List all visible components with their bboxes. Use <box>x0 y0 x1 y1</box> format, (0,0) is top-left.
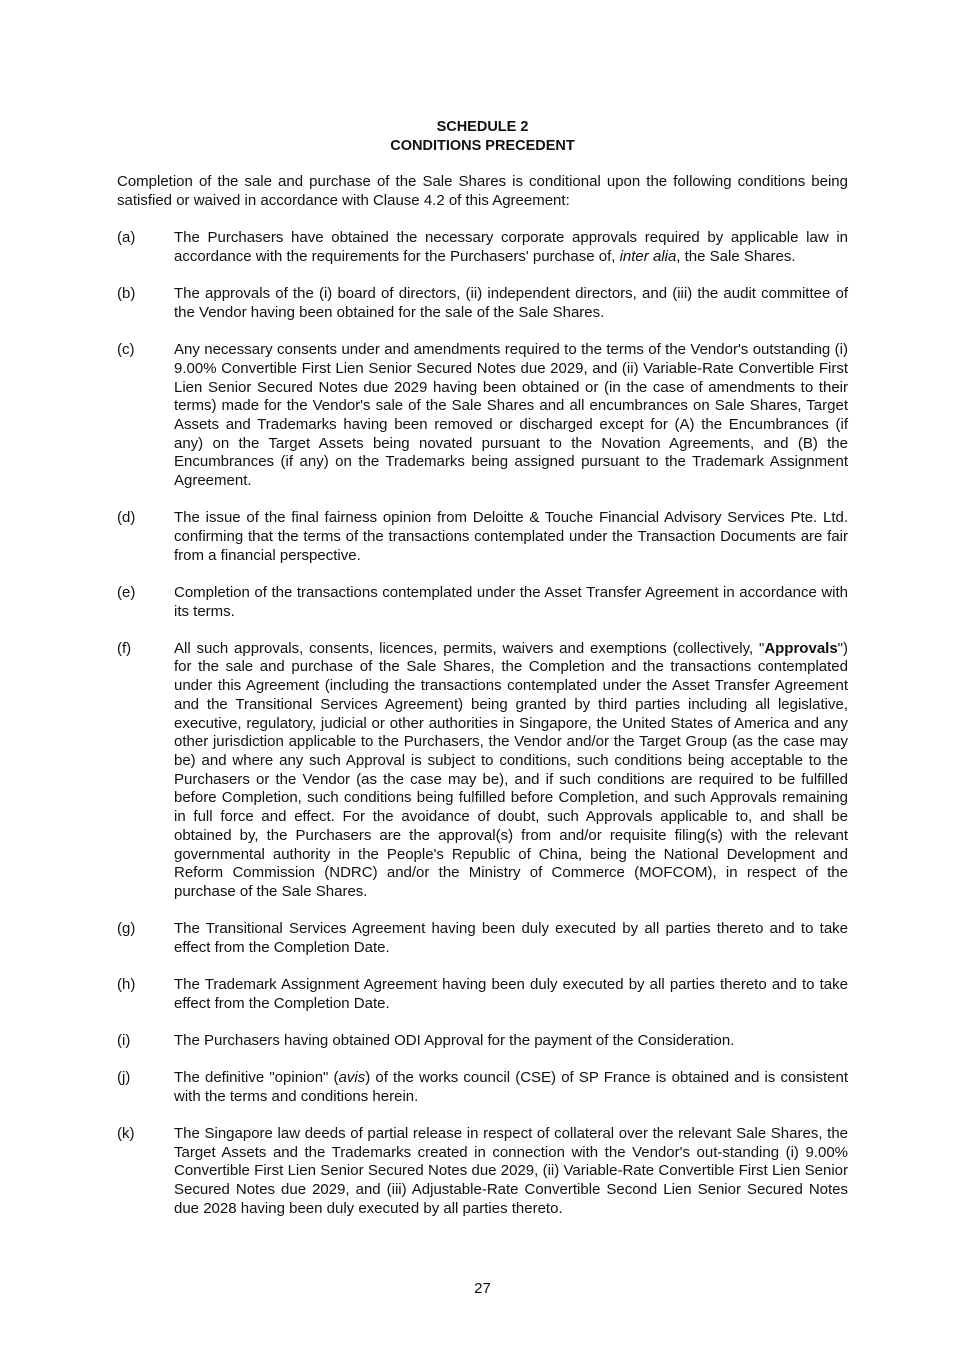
condition-text: The Singapore law deeds of partial release in respect of collateral over the relevant Sale Shares, the Target Assets and the Trademarks created in connection with the Vendor's out-standing (i) 9.00% Convertible First Lien Senior Secured Notes due 2029, (ii) Variable-Rate Convertible First Lien Senior Secured Notes due 2029, and (iii) Adjustable-Rate Convertible Second Lien Senior Secured Notes due 2028 having been duly executed by all parties thereto. <box>174 1125 848 1217</box>
document-page <box>117 118 848 1219</box>
condition-text: Any necessary consents under and amendments required to the terms of the Vendor's outstanding (i) 9.00% Convertible First Lien Senior Secured Notes due 2029, and (ii) Variable-Rate Convertible First Lien Senior Secured Notes due 2029 having been obtained or (in the case of amendments to their terms) made for the Vendor's sale of the Sale Shares and all encumbrances on Sale Shares, Target Assets and Trademarks having been removed or discharged except for (A) the Encumbrances (if any) on the Target Assets being novated pursuant to the Novation Agreements, and (B) the Encumbrances (if any) on the Trademarks being assigned pursuant to the Trademark Assignment Agreement. <box>174 341 848 490</box>
condition-label: (g) <box>117 920 136 938</box>
condition-c <box>117 341 848 491</box>
page-number: 27 <box>474 1280 491 1297</box>
schedule-title: CONDITIONS PRECEDENT <box>390 137 575 154</box>
condition-text: Completion of the transactions contemplated under the Asset Transfer Agreement in accordance with its terms. <box>174 583 848 620</box>
condition-label: (a) <box>117 229 136 247</box>
condition-e <box>117 584 848 621</box>
condition-label: (k) <box>117 1125 135 1143</box>
condition-text: The issue of the final fairness opinion from Deloitte & Touche Financial Advisory Services Pte. Ltd. confirming that the terms of the transactions contemplated under the Transaction Documents are fair from a financial perspective. <box>174 509 848 564</box>
condition-text-part: All such approvals, consents, licences, permits, waivers and exemptions (collectively, " <box>174 639 765 657</box>
condition-label: (e) <box>117 583 136 601</box>
condition-d <box>117 509 848 565</box>
condition-text <box>174 229 848 266</box>
condition-label: (f) <box>117 639 132 657</box>
condition-text-part: , the Sale Shares. <box>676 248 796 266</box>
condition-g <box>117 920 848 957</box>
defined-term: Approvals <box>764 639 838 657</box>
condition-text: The approvals of the (i) board of directors, (ii) independent directors, and (iii) the audit committee of the Vendor having been obtained for the sale of the Sale Shares. <box>174 285 848 321</box>
condition-text-part: The Purchasers have obtained the necessary corporate approvals required by applicable law in accordance with the requirements for the Purchasers' purchase of, <box>174 229 848 266</box>
condition-text-part: The definitive "opinion" ( <box>174 1069 339 1087</box>
condition-text: The Trademark Assignment Agreement having been duly executed by all parties thereto and to take effect from the Completion Date. <box>174 976 848 1012</box>
condition-label: (j) <box>117 1069 131 1087</box>
condition-label: (d) <box>117 509 136 527</box>
condition-k <box>117 1125 848 1219</box>
condition-text: The Purchasers having obtained ODI Approval for the payment of the Consideration. <box>174 1031 735 1049</box>
schedule-heading: SCHEDULE 2 <box>436 119 529 135</box>
condition-h <box>117 976 848 1013</box>
condition-text-part: ) of the works council (CSE) of SP France is obtained and is consistent with the terms and conditions herein. <box>174 1069 848 1105</box>
condition-a <box>117 229 848 266</box>
condition-label: (b) <box>117 285 136 303</box>
condition-italic-term: avis <box>338 1069 366 1087</box>
condition-text <box>174 1069 848 1106</box>
intro-paragraph: Completion of the sale and purchase of the Sale Shares is conditional upon the following conditions being satisfied or waived in accordance with Clause 4.2 of this Agreement: <box>117 173 848 210</box>
condition-j <box>117 1069 848 1106</box>
condition-label: (i) <box>117 1031 131 1049</box>
condition-i <box>117 1032 848 1051</box>
condition-f <box>117 640 848 902</box>
condition-text-part: ") for the sale and purchase of the Sale Shares, the Completion and the transactions contemplated under this Agreement (including the transactions contemplated under the Asset Transfer Agreement and the Transitional Services Agreement) being granted by third parties including all legislative, executive, regulatory, judicial or other authorities in Singapore, the United States of America and any other jurisdiction applicable to the Purchasers, the Vendor and/or the Target Group (as the case may be) and where any such Approval is subject to conditions, such conditions being acceptable to the Purchasers or the Vendor (as the case may be), and if such conditions are required to be fulfilled before Completion, such conditions being fulfilled before Completion, and such Approvals remaining in full force and effect. For the avoidance of doubt, such Approvals applicable to, and shall be obtained by, the Purchasers are the approval(s) from and/or requisite filing(s) with the relevant governmental authority in the People's Republic of China, being the National Development and Reform Commission (NDRC) and/or the Ministry of Commerce (MOFCOM), in respect of the purchase of the Sale Shares. <box>174 639 848 900</box>
condition-italic-term: inter alia <box>619 248 677 266</box>
condition-text: The Transitional Services Agreement having been duly executed by all parties thereto and to take effect from the Completion Date. <box>174 920 848 956</box>
condition-b <box>117 285 848 322</box>
condition-label: (c) <box>117 341 135 359</box>
condition-text <box>174 640 848 902</box>
condition-label: (h) <box>117 976 136 994</box>
